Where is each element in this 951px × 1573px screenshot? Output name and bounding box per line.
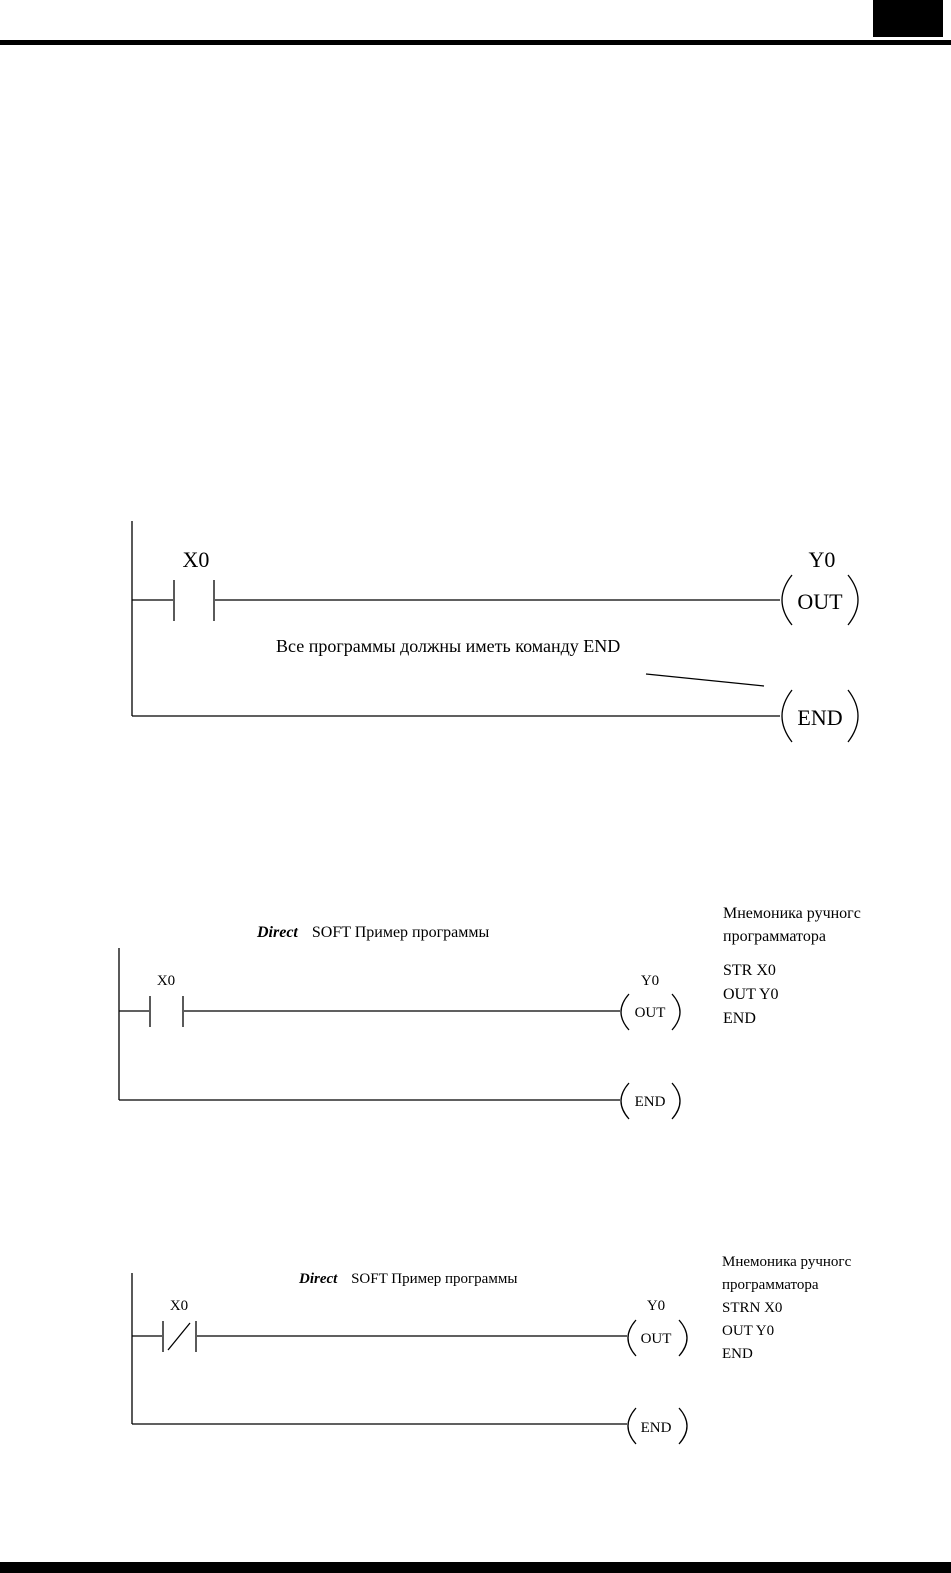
note-pointer-line: [646, 674, 764, 686]
contact-x0-label: X0: [182, 547, 210, 572]
mnemonic-line: OUT Y0: [723, 986, 779, 1003]
diagram2-title: [256, 924, 490, 941]
diagram2-title-brand: Direct: [257, 924, 298, 941]
mnemonic-title-line-1: Мнемоника ручногс: [722, 1254, 852, 1270]
coil-out-text: OUT: [797, 589, 843, 614]
nc-contact-slash: [168, 1323, 190, 1350]
end2-right-arc: [672, 1083, 680, 1119]
coil3-label: Y0: [646, 1298, 666, 1314]
coil-y0-label: Y0: [808, 547, 836, 572]
end-coil-left-arc: [782, 690, 792, 742]
coil2-left-arc: [621, 994, 629, 1030]
end3-right-arc: [679, 1408, 687, 1444]
end-note: Все программы должны иметь команду END: [276, 636, 621, 656]
mnemonic-line: END: [722, 1346, 753, 1362]
mnemonic-line: STR X0: [723, 962, 776, 979]
diagram2-title-rest: SOFT Пример программы: [311, 924, 490, 941]
end-coil-right-arc: [848, 690, 858, 742]
coil3-left-arc: [628, 1320, 636, 1356]
coil-out-left-arc: [782, 575, 792, 625]
diagram3-title-brand: Direct: [299, 1271, 338, 1287]
mnemonic-line: OUT Y0: [722, 1323, 775, 1339]
mnemonic-title-line-2: программатора: [722, 1277, 819, 1293]
mnemonic-block-2: [723, 902, 861, 1030]
mnemonic-title-line-1: Мнемоника ручногс: [723, 905, 861, 922]
mnemonic-line: STRN X0: [722, 1300, 783, 1316]
coil2-right-arc: [672, 994, 680, 1030]
coil3-right-arc: [679, 1320, 687, 1356]
footer-rule: [0, 1562, 951, 1573]
contact2-label: X0: [156, 973, 176, 989]
diagram3-title-rest: SOFT Пример программы: [351, 1271, 518, 1287]
coil3-out-text: OUT: [640, 1331, 672, 1347]
coil2-out-text: OUT: [634, 1005, 666, 1021]
end3-left-arc: [628, 1408, 636, 1444]
end-coil-text: END: [797, 705, 843, 730]
mnemonic-block-3: [722, 1251, 851, 1366]
coil-out-right-arc: [848, 575, 858, 625]
end2-text: END: [634, 1094, 666, 1110]
end2-left-arc: [621, 1083, 629, 1119]
mnemonic-line: END: [723, 1010, 756, 1027]
end3-text: END: [640, 1420, 672, 1436]
coil2-label: Y0: [640, 973, 660, 989]
mnemonic-title-line-2: программатора: [723, 928, 826, 945]
diagram3-title: [298, 1271, 517, 1287]
contact3-label: X0: [169, 1298, 189, 1314]
